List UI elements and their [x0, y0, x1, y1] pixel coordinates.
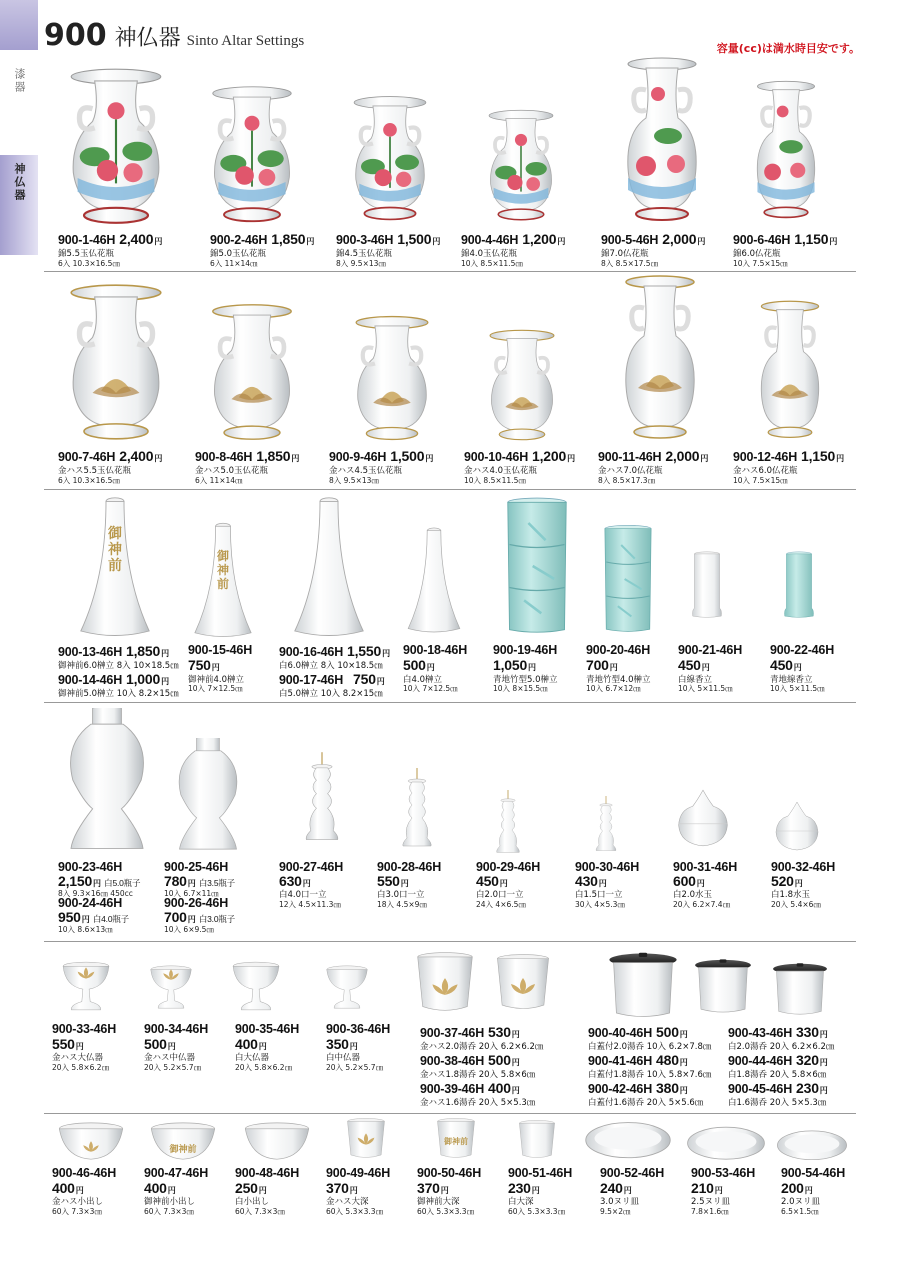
butsuki-white-image	[230, 954, 282, 1018]
product-name: 白2.0湯呑 20入 6.2×6.2㎝	[728, 1042, 835, 1052]
nishiki-vase-image	[342, 94, 438, 222]
product-code: 900-21-46H	[678, 643, 743, 657]
product-name: 青地竹型4.0榊立	[586, 675, 651, 685]
product-code: 900-2-46H 1,850円	[210, 231, 315, 247]
mizutama-image	[674, 784, 732, 852]
product-spec: 24入 4×6.5㎝	[476, 900, 526, 909]
product-spec: 20入 5.4×6㎝	[771, 900, 821, 909]
sidebar-header-block	[0, 0, 38, 50]
product-name: 白6.0榊立 8入 10×18.5㎝	[279, 661, 383, 671]
mizutama-image	[772, 798, 822, 854]
nishiki-vase-image	[744, 78, 828, 224]
product-price: 1,850	[126, 643, 161, 659]
product-name: 青地線香立	[770, 675, 813, 685]
product-code: 900-44-46H 320円	[728, 1052, 828, 1068]
product-name: 錦5.5玉仏花瓶	[58, 249, 115, 259]
product-price: 200円	[781, 1180, 813, 1196]
product-name: 金ハス中仏器	[144, 1053, 196, 1063]
product-name: 2.5ヌリ皿	[691, 1197, 731, 1207]
product-price: 450円	[476, 873, 508, 889]
product-code: 900-54-46H	[781, 1166, 846, 1180]
product-price: 400円	[235, 1036, 267, 1052]
product-code: 900-4-46H 1,200円	[461, 231, 566, 247]
product-spec: 6入 10.3×16.5㎝	[58, 476, 120, 485]
product-name: 白線香立	[678, 675, 713, 685]
product-name: 白1.8湯呑 20入 5.8×6㎝	[728, 1070, 827, 1080]
small-bowl-white-image	[244, 1122, 310, 1162]
product-name: 錦4.0玉仏花瓶	[461, 249, 518, 259]
product-code: 900-43-46H 330円	[728, 1024, 828, 1040]
page-number: 900	[44, 18, 107, 53]
product-name: 白2.0口一立	[476, 890, 524, 900]
incense-stand-image	[686, 530, 728, 640]
product-name: 白1.8水玉	[771, 890, 811, 900]
candle-stand-image	[392, 764, 442, 852]
product-price: 600円	[673, 873, 705, 889]
product-price: 450円	[678, 657, 710, 673]
product-spec: 10入 8×15.5㎝	[493, 684, 548, 693]
goshinzen-text: 御神前	[169, 1145, 197, 1155]
gold-lotus-cup-image	[414, 950, 476, 1016]
small-bowl-goshinzen-image	[150, 1122, 216, 1162]
product-code: 900-26-46H	[164, 896, 229, 910]
bamboo-stand-image	[594, 518, 662, 640]
product-code: 900-34-46H	[144, 1022, 209, 1036]
capacity-note: 容量(cc)は満水時目安です。	[716, 42, 860, 55]
nishiki-vase-image	[62, 66, 170, 226]
product-spec: 8入 8.5×17.3㎝	[598, 476, 656, 485]
product-price: 2,400	[119, 231, 154, 247]
heishi-bottle-image	[62, 708, 152, 852]
product-code: 900-50-46H	[417, 1166, 482, 1180]
product-code: 900-12-46H 1,150円	[733, 448, 844, 464]
row-divider	[44, 941, 856, 942]
product-code: 900-30-46H	[575, 860, 640, 874]
product-code: 900-20-46H	[586, 643, 651, 657]
white-sakaki-stand-image	[400, 520, 468, 642]
product-code: 900-42-46H 380円	[588, 1080, 688, 1096]
candle-stand-image	[586, 796, 626, 852]
product-code: 900-47-46H	[144, 1166, 209, 1180]
product-name: 錦4.5玉仏花瓶	[336, 249, 393, 259]
product-code: 900-3-46H 1,500円	[336, 231, 441, 247]
product-code: 900-29-46H	[476, 860, 541, 874]
product-price: 380	[656, 1080, 679, 1096]
gold-lotus-vase-image	[748, 298, 832, 444]
product-spec: 6入 11×14㎝	[210, 259, 258, 268]
product-price: 1,050円	[493, 657, 536, 673]
product-name: 白中仏器	[326, 1053, 361, 1063]
row-divider	[44, 271, 856, 272]
product-name: 白5.0榊立 10入 8.2×15㎝	[279, 689, 383, 699]
bamboo-stand-image	[494, 492, 580, 640]
product-code: 900-16-46H 1,550円	[279, 643, 390, 659]
product-price: 700円	[586, 657, 618, 673]
butsuki-white-image	[324, 958, 370, 1016]
product-spec: 9.5×2㎝	[600, 1207, 631, 1216]
deep-bowl-goshinzen-image	[432, 1118, 480, 1160]
product-spec: 60入 7.3×3㎝	[52, 1207, 102, 1216]
product-code: 900-1-46H 2,400円	[58, 231, 163, 247]
product-price: 230円	[508, 1180, 540, 1196]
product-code: 900-10-46H 1,200円	[464, 448, 575, 464]
product-price: 1,850	[256, 448, 291, 464]
product-price: 2,000	[665, 448, 700, 464]
product-name: 御神前6.0榊立 8入 10×18.5㎝	[58, 661, 179, 671]
product-spec: 10入 7×12.5㎝	[188, 684, 243, 693]
product-name: 金ハス1.8湯呑 20入 5.8×6㎝	[420, 1070, 536, 1080]
product-price: 430円	[575, 873, 607, 889]
gold-lotus-vase-image	[610, 274, 710, 444]
product-name: 錦6.0仏花瓶	[733, 249, 781, 259]
product-price: 500円	[403, 657, 435, 673]
sidebar-tab-lacquerware[interactable]	[0, 60, 38, 140]
product-name: 金ハス5.5玉仏花瓶	[58, 466, 132, 476]
product-name: 白蓋付1.6湯呑 20入 5×5.6㎝	[588, 1098, 704, 1108]
product-price: 230	[796, 1080, 819, 1096]
sidebar-tab-label: 神仏器	[13, 163, 26, 202]
deep-bowl-white-image	[514, 1120, 560, 1160]
product-price: 500円	[144, 1036, 176, 1052]
product-name: 錦7.0仏花瓶	[601, 249, 649, 259]
product-code: 900-24-46H	[58, 896, 123, 910]
product-name: 金ハス大仏器	[52, 1053, 104, 1063]
lidded-cup-image	[772, 958, 828, 1020]
page-title: 神仏器	[114, 26, 181, 51]
product-code: 900-36-46H	[326, 1022, 391, 1036]
sidebar-tab-altar[interactable]	[0, 155, 38, 255]
goshinzen-text: 前	[108, 558, 122, 574]
product-code: 900-51-46H	[508, 1166, 573, 1180]
product-spec: 10入 8.5×11.5㎝	[464, 476, 526, 485]
product-code: 900-53-46H	[691, 1166, 756, 1180]
product-spec: 6.5×1.5㎝	[781, 1207, 819, 1216]
product-spec: 30入 4×5.3㎝	[575, 900, 625, 909]
product-name: 金ハス小出し	[52, 1197, 104, 1207]
product-code: 900-46-46H	[52, 1166, 117, 1180]
product-price: 630円	[279, 873, 311, 889]
plate-image	[584, 1118, 672, 1164]
product-price: 370円	[326, 1180, 358, 1196]
product-price: 550円	[377, 873, 409, 889]
goshinzen-text: 前	[216, 577, 230, 591]
product-price: 750円	[188, 657, 220, 673]
product-code: 900-18-46H	[403, 643, 468, 657]
product-price: 350円	[326, 1036, 358, 1052]
lidded-cup-image	[608, 948, 678, 1022]
row-divider	[44, 1113, 856, 1114]
product-code: 900-52-46H	[600, 1166, 665, 1180]
product-spec: 60入 5.3×3.3㎝	[326, 1207, 384, 1216]
product-price: 500	[488, 1052, 511, 1068]
small-bowl-gold-lotus-image	[58, 1122, 124, 1162]
product-code: 900-6-46H 1,150円	[733, 231, 838, 247]
product-price: 780円 白3.5瓶子	[164, 873, 235, 889]
product-price: 400	[488, 1080, 511, 1096]
product-code: 900-33-46H	[52, 1022, 117, 1036]
gold-lotus-cup-image	[494, 952, 552, 1014]
product-spec: 10入 7×12.5㎝	[403, 684, 458, 693]
goshinzen-text: 御	[216, 549, 230, 563]
goshinzen-text: 御神前	[444, 1136, 468, 1146]
product-price: 750	[353, 671, 376, 687]
product-name: 御神前5.0榊立 10入 8.2×15㎝	[58, 689, 179, 699]
product-price: 550円	[52, 1036, 84, 1052]
product-price: 2,000	[662, 231, 697, 247]
product-price: 2,400	[119, 448, 154, 464]
product-spec: 60入 7.3×3㎝	[235, 1207, 285, 1216]
product-code: 900-35-46H	[235, 1022, 300, 1036]
product-price: 210円	[691, 1180, 723, 1196]
product-name: 白大仏器	[235, 1053, 270, 1063]
nishiki-vase-image	[612, 56, 712, 226]
product-code: 900-27-46H	[279, 860, 344, 874]
product-name: 2.0ヌリ皿	[781, 1197, 821, 1207]
product-name: 金ハス4.5玉仏花瓶	[329, 466, 403, 476]
product-price: 1,200	[522, 231, 557, 247]
product-code: 900-48-46H	[235, 1166, 300, 1180]
product-name: 白蓋付2.0湯呑 10入 6.2×7.8㎝	[588, 1042, 712, 1052]
product-name: 御神前4.0榊立	[188, 675, 245, 685]
product-spec: 10入 8.6×13㎝	[58, 925, 113, 934]
product-name: 金ハス7.0仏花瓶	[598, 466, 663, 476]
product-code: 900-28-46H	[377, 860, 442, 874]
product-name: 白3.0口一立	[377, 890, 425, 900]
product-price: 1,500	[390, 448, 425, 464]
product-code: 900-23-46H	[58, 860, 123, 874]
product-spec: 10入 8.5×11.5㎝	[461, 259, 523, 268]
product-price: 1,850	[271, 231, 306, 247]
product-name: 白4.0口一立	[279, 890, 327, 900]
product-code: 900-38-46H 500円	[420, 1052, 520, 1068]
product-spec: 60入 5.3×3.3㎝	[508, 1207, 566, 1216]
product-name: 3.0ヌリ皿	[600, 1197, 640, 1207]
product-code: 900-49-46H	[326, 1166, 391, 1180]
butsuki-gold-lotus-image	[60, 954, 112, 1018]
product-price: 530	[488, 1024, 511, 1040]
product-price: 250円	[235, 1180, 267, 1196]
lidded-cup-image	[694, 952, 752, 1020]
product-name: 白蓋付1.8湯呑 10入 5.8×7.6㎝	[588, 1070, 712, 1080]
product-name: 白大深	[508, 1197, 534, 1207]
product-spec: 10入 6.7×11㎝	[164, 889, 219, 898]
product-price: 1,550	[347, 643, 382, 659]
butsuki-gold-lotus-image	[148, 958, 194, 1016]
nishiki-vase-image	[198, 84, 306, 224]
nishiki-vase-image	[480, 108, 562, 222]
heishi-bottle-image	[172, 738, 244, 852]
product-name: 金ハス6.0仏花瓶	[733, 466, 798, 476]
deep-bowl-gold-lotus-image	[342, 1118, 390, 1160]
product-price: 1,200	[532, 448, 567, 464]
product-price: 400円	[144, 1180, 176, 1196]
product-spec: 20入 5.2×5.7㎝	[144, 1063, 202, 1072]
product-code: 900-9-46H 1,500円	[329, 448, 434, 464]
product-code: 900-41-46H 480円	[588, 1052, 688, 1068]
product-spec: 8入 9.3×16㎝ 450cc	[58, 889, 133, 898]
product-price: 480	[656, 1052, 679, 1068]
product-price: 500	[656, 1024, 679, 1040]
product-code: 900-13-46H 1,850円	[58, 643, 169, 659]
product-code: 900-15-46H	[188, 643, 253, 657]
goshinzen-text: 御	[108, 526, 122, 542]
product-price: 1,150	[794, 231, 829, 247]
sakaki-stand-image	[70, 494, 160, 642]
gold-lotus-vase-image	[198, 302, 306, 442]
product-code: 900-11-46H 2,000円	[598, 448, 709, 464]
product-name: 白小出し	[235, 1197, 270, 1207]
gold-lotus-vase-image	[344, 314, 440, 442]
product-spec: 8入 9.5×13㎝	[329, 476, 379, 485]
goshinzen-text: 神	[216, 563, 230, 577]
gold-lotus-vase-image	[480, 328, 564, 442]
row-divider	[44, 702, 856, 703]
candle-stand-image	[294, 742, 350, 852]
product-name: 金ハス大深	[326, 1197, 369, 1207]
plate-image	[686, 1124, 766, 1164]
product-code: 900-37-46H 530円	[420, 1024, 520, 1040]
product-code: 900-25-46H	[164, 860, 229, 874]
product-name: 白1.6湯呑 20入 5×5.3㎝	[728, 1098, 827, 1108]
gold-lotus-vase-image	[62, 282, 170, 442]
product-spec: 20入 5.2×5.7㎝	[326, 1063, 384, 1072]
product-name: 金ハス2.0湯呑 20入 6.2×6.2㎝	[420, 1042, 544, 1052]
product-spec: 10入 5×11.5㎝	[678, 684, 733, 693]
product-name: 御神前大深	[417, 1197, 460, 1207]
product-price: 520円	[771, 873, 803, 889]
product-code: 900-31-46H	[673, 860, 738, 874]
row-divider	[44, 489, 856, 490]
incense-stand-image	[778, 530, 820, 640]
product-name: 白1.5口一立	[575, 890, 623, 900]
product-name: 白4.0榊立	[403, 675, 443, 685]
product-name: 金ハス5.0玉仏花瓶	[195, 466, 269, 476]
product-spec: 10入 6×9.5㎝	[164, 925, 214, 934]
product-code: 900-14-46H 1,000円	[58, 671, 169, 687]
product-code: 900-7-46H 2,400円	[58, 448, 163, 464]
product-price: 370円	[417, 1180, 449, 1196]
product-name: 金ハス4.0玉仏花瓶	[464, 466, 538, 476]
product-price: 320	[796, 1052, 819, 1068]
product-spec: 6入 10.3×16.5㎝	[58, 259, 120, 268]
sidebar	[0, 0, 38, 1272]
product-code: 900-19-46H	[493, 643, 558, 657]
product-name: 錦5.0玉仏花瓶	[210, 249, 267, 259]
candle-stand-image	[486, 790, 530, 854]
product-price: 330	[796, 1024, 819, 1040]
sakaki-stand-image	[186, 520, 260, 642]
product-spec: 10入 6.7×12㎝	[586, 684, 641, 693]
product-price: 1,500	[397, 231, 432, 247]
product-price: 700円 白3.0瓶子	[164, 909, 235, 925]
product-spec: 60入 5.3×3.3㎝	[417, 1207, 475, 1216]
product-spec: 8入 8.5×17.5㎝	[601, 259, 659, 268]
plate-image	[776, 1128, 848, 1164]
product-price: 240円	[600, 1180, 632, 1196]
product-spec: 20入 5.8×6.2㎝	[52, 1063, 110, 1072]
product-spec: 10入 7.5×15㎝	[733, 259, 788, 268]
page-subtitle: Sinto Altar Settings	[186, 33, 305, 49]
white-sakaki-stand-image	[284, 494, 374, 642]
goshinzen-text: 神	[108, 542, 122, 558]
product-code: 900-8-46H 1,850円	[195, 448, 300, 464]
product-price: 1,000	[126, 671, 161, 687]
product-code: 900-5-46H 2,000円	[601, 231, 706, 247]
product-spec: 20入 5.8×6.2㎝	[235, 1063, 293, 1072]
product-name: 白2.0水玉	[673, 890, 713, 900]
product-spec: 10入 7.5×15㎝	[733, 476, 788, 485]
product-price: 1,150	[801, 448, 836, 464]
product-code: 900-22-46H	[770, 643, 835, 657]
product-code: 900-39-46H 400円	[420, 1080, 520, 1096]
product-spec: 10入 5×11.5㎝	[770, 684, 825, 693]
product-price: 400円	[52, 1180, 84, 1196]
product-code: 900-17-46H 750円	[279, 671, 385, 687]
product-code: 900-32-46H	[771, 860, 836, 874]
product-spec: 7.8×1.6㎝	[691, 1207, 729, 1216]
product-spec: 12入 4.5×11.3㎝	[279, 900, 341, 909]
product-spec: 6入 11×14㎝	[195, 476, 243, 485]
page-header	[44, 18, 304, 58]
product-spec: 18入 4.5×9㎝	[377, 900, 427, 909]
product-code: 900-40-46H 500円	[588, 1024, 688, 1040]
product-price: 2,150円 白5.0瓶子	[58, 873, 141, 889]
product-name: 御神前小出し	[144, 1197, 196, 1207]
product-price: 450円	[770, 657, 802, 673]
product-name: 青地竹型5.0榊立	[493, 675, 558, 685]
product-name: 金ハス1.6湯呑 20入 5×5.3㎝	[420, 1098, 536, 1108]
sidebar-tab-label: 漆器	[13, 68, 26, 94]
product-code: 900-45-46H 230円	[728, 1080, 828, 1096]
product-spec: 8入 9.5×13㎝	[336, 259, 386, 268]
product-price: 950円 白4.0瓶子	[58, 909, 129, 925]
product-spec: 60入 7.3×3㎝	[144, 1207, 194, 1216]
product-spec: 20入 6.2×7.4㎝	[673, 900, 731, 909]
